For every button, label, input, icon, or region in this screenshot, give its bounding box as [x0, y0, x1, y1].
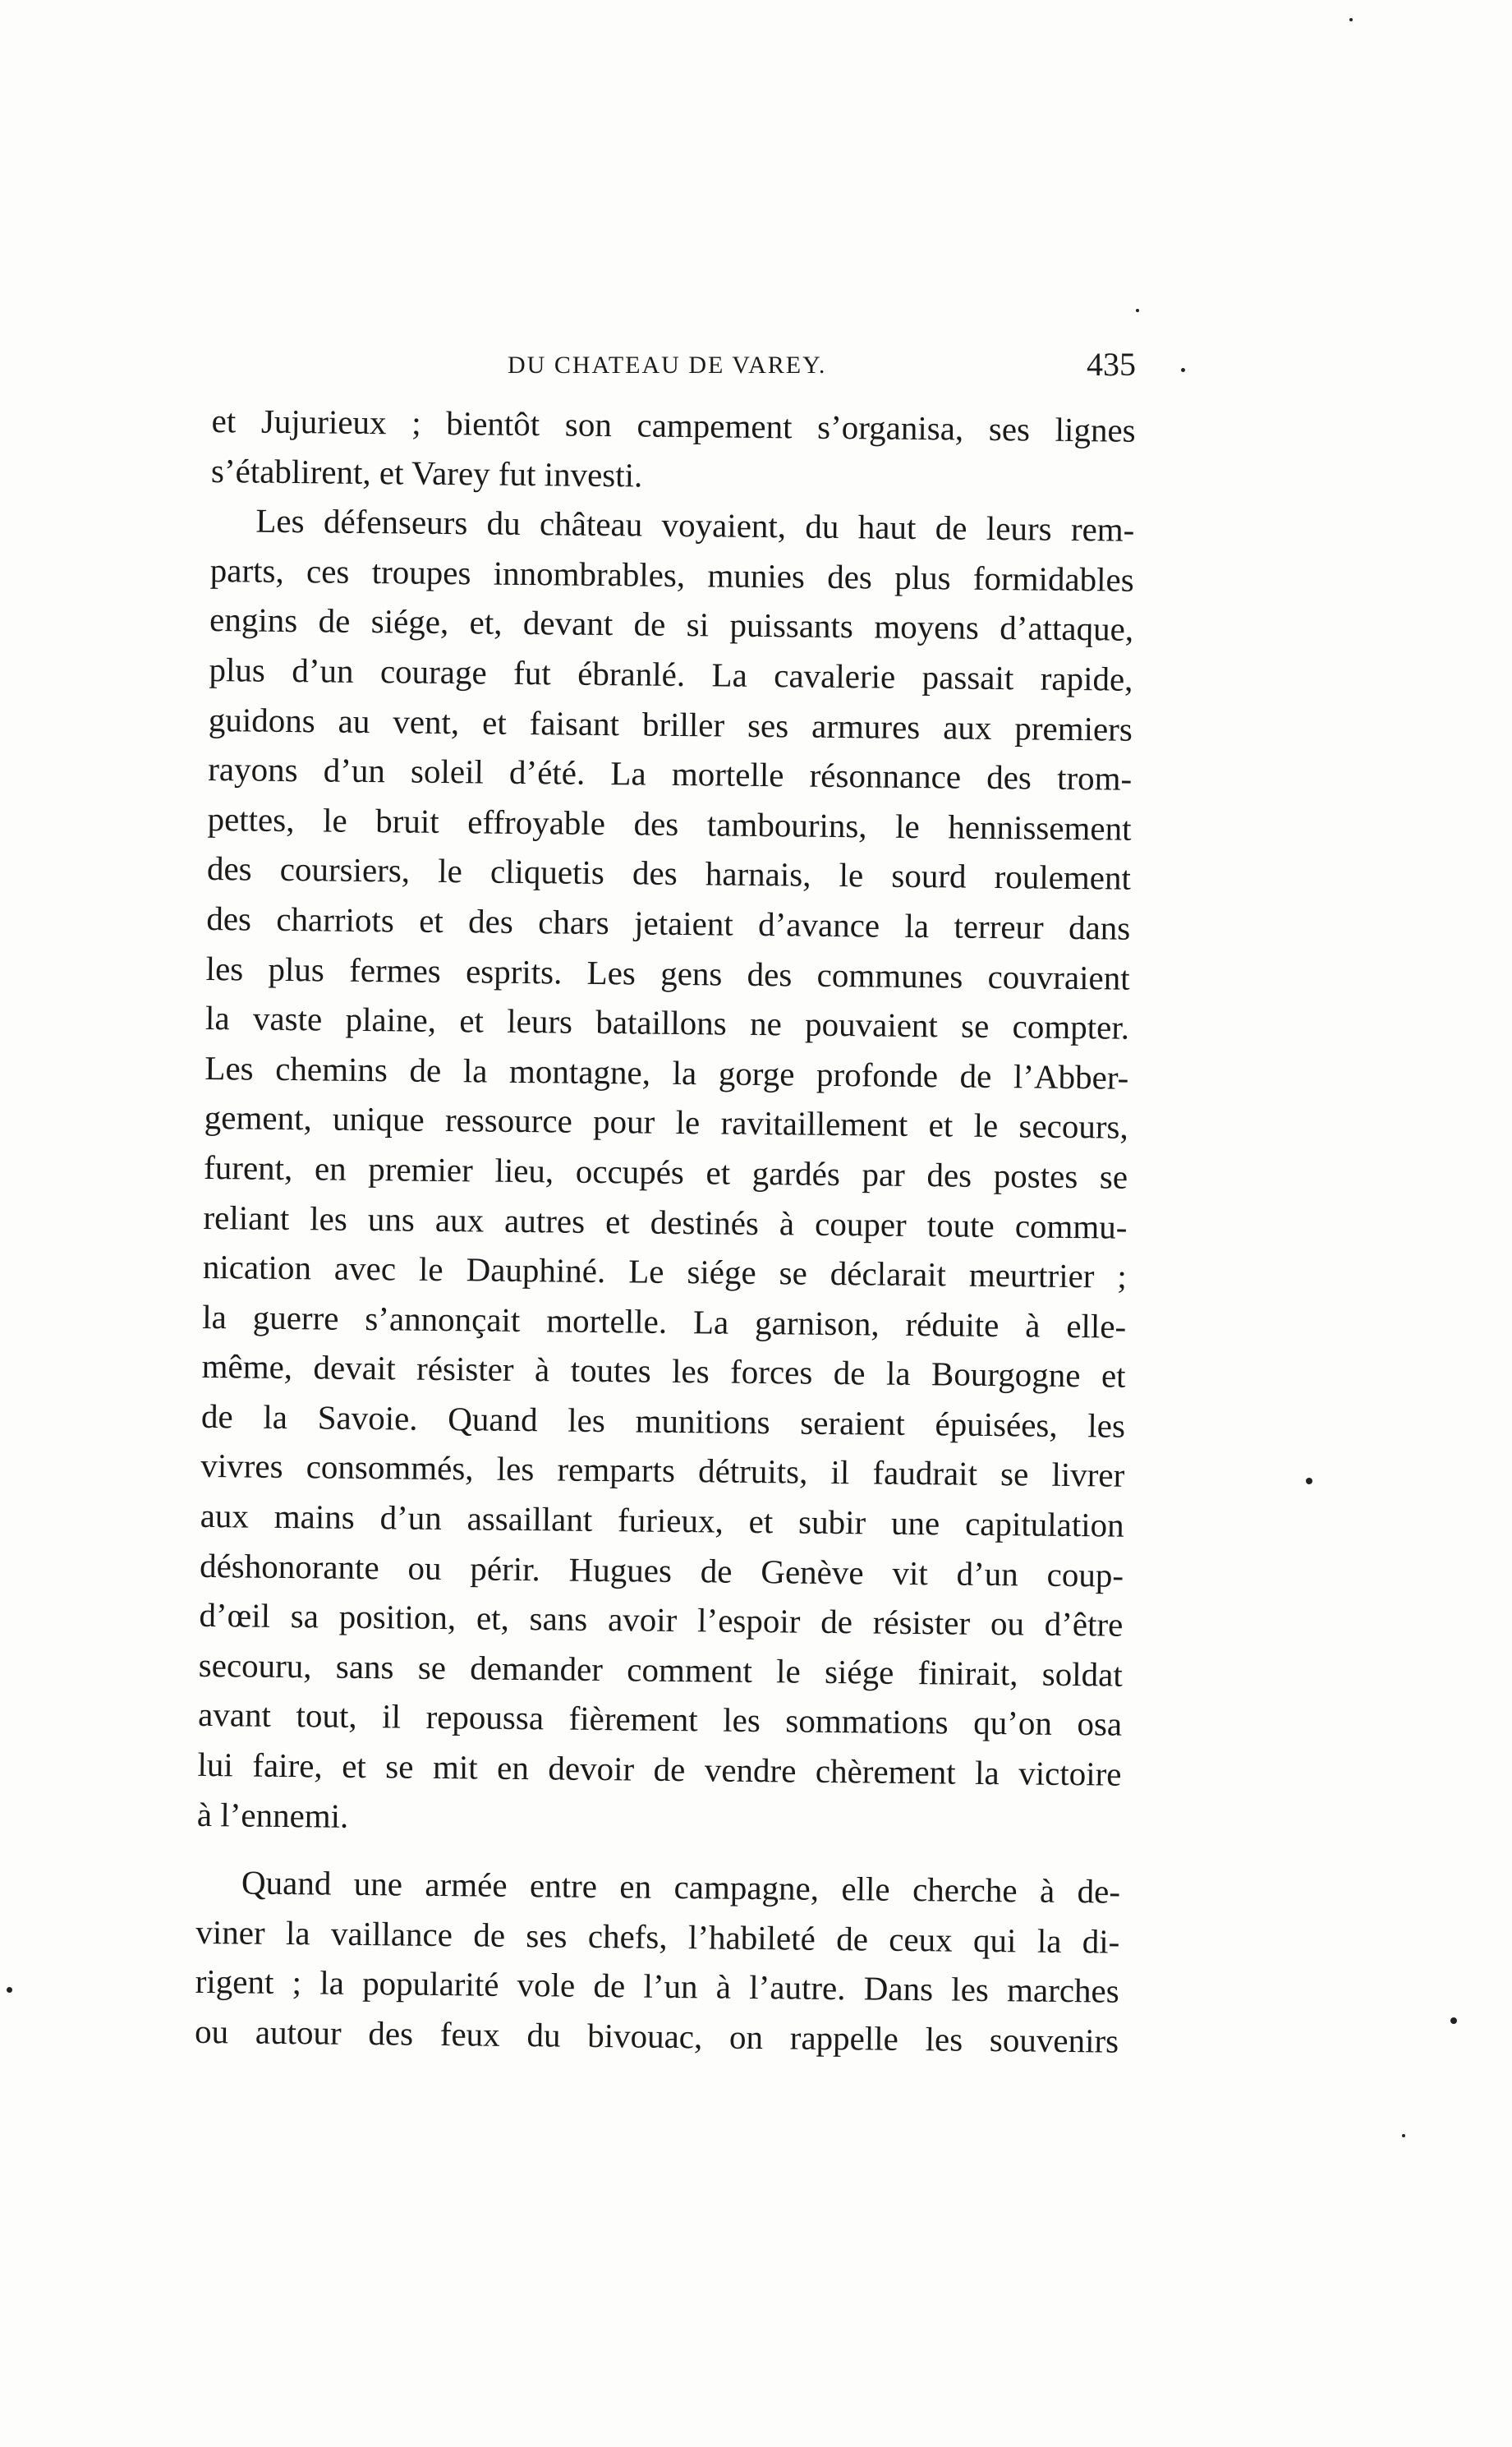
scan-speck: [1306, 1478, 1312, 1484]
text-line: pettes, le bruit effroyable des tambourins, le hennissement: [207, 799, 1132, 848]
text-line: s’établirent, et Varey fut investi.: [210, 451, 643, 494]
text-line: parts, ces troupes innombrables, munies des plus formidables: [209, 550, 1134, 599]
text-line: secouru, sans se demander comment le siége finirait, soldat: [198, 1645, 1124, 1694]
scan-speck: [1450, 2017, 1457, 2024]
text-line: rayons d’un soleil d’été. La mortelle résonnance des trom-: [208, 750, 1133, 798]
text-line: de la Savoie. Quand les munitions seraient épuisées, les: [200, 1396, 1126, 1445]
scan-speck: [1181, 368, 1185, 372]
scan-speck: [1349, 18, 1353, 21]
scan-speck: [1136, 309, 1139, 312]
text-line: aux mains d’un assaillant furieux, et subir une capitulation: [200, 1496, 1124, 1544]
text-line: reliant les uns aux autres et destinés à couper toute commu-: [203, 1198, 1128, 1246]
paragraph: [197, 495, 1135, 1849]
text-line: lui faire, et se mit en devoir de vendre chèrement la victoire: [197, 1745, 1122, 1793]
text-line: vivres consommés, les remparts détruits, il faudrait se livrer: [200, 1447, 1125, 1495]
body-text: [195, 396, 1136, 2066]
text-line: Les chemins de la montagne, la gorge profonde de l’Abber-: [205, 1048, 1129, 1097]
text-line: rigent ; la popularité vole de l’un à l’autre. Dans les marches: [195, 1962, 1119, 2011]
running-title: DU CHATEAU DE VAREY.: [508, 352, 827, 379]
text-line: et Jujurieux ; bientôt son campement s’organisa, ses lignes: [211, 401, 1136, 449]
text-line: Les défenseurs du château voyaient, du haut de leurs rem-: [255, 501, 1135, 549]
text-line: à l’ennemi.: [196, 1795, 349, 1835]
running-head: [212, 345, 1136, 394]
text-line: gement, unique ressource pour le ravitaillement et le secours,: [204, 1098, 1128, 1147]
text-line: la guerre s’annonçait mortelle. La garnison, réduite à elle-: [202, 1297, 1127, 1345]
text-line: furent, en premier lieu, occupés et gardés par des postes se: [203, 1148, 1128, 1196]
text-line: la vaste plaine, et leurs bataillons ne pouvaient se compter.: [205, 999, 1130, 1046]
text-line: les plus fermes esprits. Les gens des communes couvraient: [205, 949, 1130, 997]
text-line: guidons au vent, et faisant briller ses armures aux premiers: [208, 700, 1133, 748]
text-line: d’œil sa position, et, sans avoir l’espoir de résister ou d’être: [199, 1596, 1124, 1644]
text-line: engins de siége, et, devant de si puissants moyens d’attaque,: [209, 600, 1134, 649]
scan-speck: [7, 1987, 12, 1993]
paragraph: [211, 396, 1136, 505]
text-line: nication avec le Dauphiné. Le siége se déclarait meurtrier ;: [202, 1248, 1128, 1295]
paragraph: [195, 1857, 1120, 2066]
page-number: 435: [1087, 346, 1136, 383]
text-line: déshonorante ou périr. Hugues de Genève vit d’un coup-: [199, 1546, 1124, 1594]
text-line: viner la vaillance de ses chefs, l’habileté de ceux qui la di-: [195, 1912, 1120, 1961]
scan-speck: [1402, 2134, 1405, 2137]
text-line: Quand une armée entre en campagne, elle cherche à de-: [241, 1863, 1121, 1911]
text-line: plus d’un courage fut ébranlé. La cavalerie passait rapide,: [209, 650, 1133, 698]
text-line: des charriots et des chars jetaient d’avance la terreur dans: [206, 899, 1131, 947]
text-line: des coursiers, le cliquetis des harnais, le sourd roulement: [206, 849, 1132, 898]
text-line: même, devait résister à toutes les forces de la Bourgogne et: [201, 1347, 1126, 1395]
text-line: ou autour des feux du bivouac, on rappelle les souvenirs: [194, 2012, 1119, 2060]
text-line: avant tout, il repoussa fièrement les sommations qu’on osa: [197, 1695, 1123, 1744]
